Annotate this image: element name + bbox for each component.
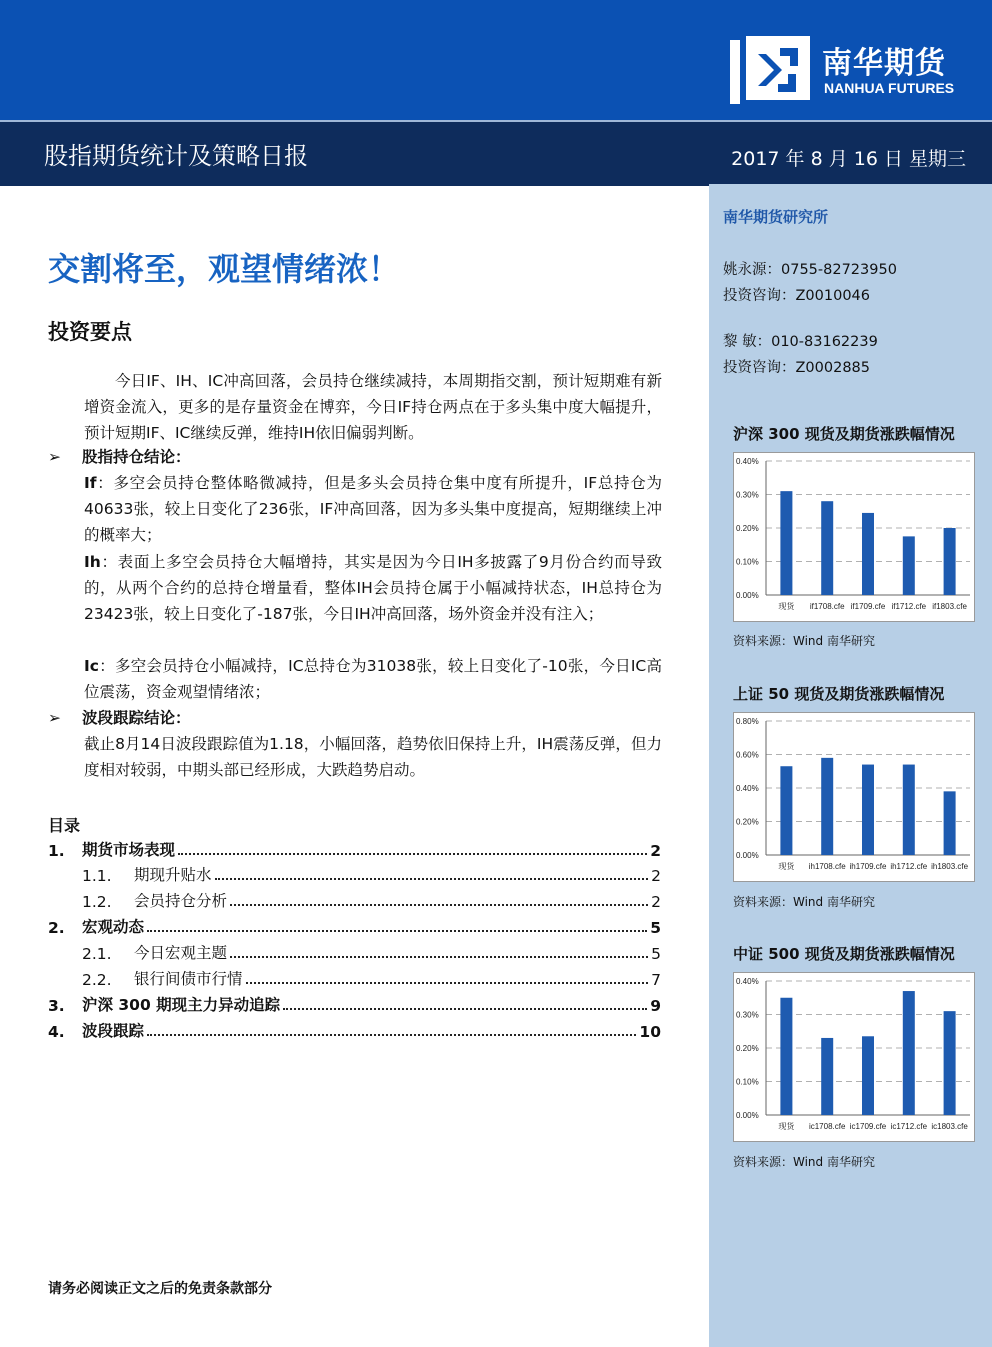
bullet-wave [48,706,191,728]
toc-num: 2.2. [82,971,112,989]
toc-item[interactable] [48,838,661,860]
chart-hs300 [733,452,975,622]
arrow-bullet-icon: ➢ [48,448,61,466]
arrow-bullet-icon: ➢ [48,709,61,727]
brand-logo [728,34,978,106]
y-tick-label: 0.10% [736,557,759,567]
bar [821,758,833,855]
y-tick-label: 0.20% [736,524,759,533]
toc-item[interactable] [48,941,661,963]
toc-label: 波段跟踪 [82,1022,145,1040]
toc-label: 会员持仓分析 [134,892,228,910]
bar [780,491,792,595]
toc-label: 银行间债市行情 [134,970,243,988]
toc-num: 1.2. [82,893,112,911]
toc-label: 宏观动态 [82,918,145,936]
chart-sz50-source: 资料来源：Wind 南华研究 [733,895,875,909]
toc-leader [283,1008,647,1010]
if-paragraph [84,470,662,548]
y-tick-label: 0.30% [736,490,759,500]
analyst1-contact: 姚永源：0755-82723950 [723,262,897,278]
chart-hs300-svg [734,453,974,621]
bar [944,528,956,595]
bar [862,765,874,855]
brand-name-cn: 南华期货 [822,46,946,81]
x-tick-label: 现货 [778,1122,795,1131]
x-tick-label: if1712.cfe [891,602,927,611]
nanhua-logo-icon [728,34,814,106]
x-tick-label: ic1712.cfe [890,1122,928,1131]
wave-paragraph: 截止8月14日波段跟踪值为1.18，小幅回落，趋势依旧保持上升，IH震荡反弹，但力度相对较弱，中期头部已经形成，大跌趋势启动。 [84,735,662,779]
chart-sz50-svg [734,713,974,881]
toc-page: 7 [651,971,661,989]
x-tick-label: ic1709.cfe [849,1122,887,1131]
if-text: ：多空会员持仓整体略微减持，但是多头会员持仓集中度有所提升，IF总持仓为40633张，较上日变化了236张，IF冲高回落，因为多头集中度提高，短期继续上冲的概率大； [84,474,662,544]
y-tick-label: 0.20% [736,1044,759,1053]
toc-leader [246,982,649,984]
bar [862,1036,874,1115]
toc-item[interactable] [48,863,661,885]
toc-page: 2 [651,867,661,885]
toc-label: 期货市场表现 [82,841,176,859]
x-tick-label: ih1803.cfe [931,862,969,871]
headline: 交割将至，观望情绪浓！ [48,250,401,288]
chart-hs300-source: 资料来源：Wind 南华研究 [733,634,875,648]
analyst1-cert: 投资咨询：Z0010046 [723,288,871,304]
y-tick-label: 0.00% [736,851,759,860]
x-tick-label: 现货 [778,602,795,611]
toc-num: 2.1. [82,945,112,963]
analyst2-cert: 投资咨询：Z0002885 [723,360,871,376]
y-tick-label: 0.40% [736,977,759,986]
toc-item[interactable] [48,967,661,989]
bar [944,1011,956,1115]
toc-page: 10 [639,1023,661,1041]
toc-leader [230,904,648,906]
bar [862,513,874,595]
y-tick-label: 0.40% [736,784,759,793]
ih-label: Ih [84,553,101,571]
bar [903,765,915,855]
x-tick-label: ic1708.cfe [808,1122,846,1131]
toc-page: 9 [650,997,661,1015]
toc-num: 1. [48,842,65,860]
ic-text: ：多空会员持仓小幅减持，IC总持仓为31038张，较上日变化了-10张，今日IC高位震荡，资金观望情绪浓； [84,657,662,701]
toc-title: 目录 [48,816,81,835]
x-tick-label: ih1709.cfe [849,862,887,871]
bar [821,501,833,595]
bar [821,1038,833,1115]
toc-leader [147,930,647,932]
x-tick-label: ih1712.cfe [890,862,928,871]
y-tick-label: 0.80% [736,717,759,726]
x-tick-label: ic1803.cfe [931,1122,968,1131]
toc-item[interactable] [48,1019,661,1041]
bullet-wave-label: 波段跟踪结论： [82,709,191,727]
toc-label: 今日宏观主题 [134,944,228,962]
toc-page: 5 [650,919,661,937]
bar [944,791,956,855]
toc-item[interactable] [48,993,661,1015]
x-tick-label: ih1708.cfe [808,862,846,871]
toc-leader [230,956,648,958]
ic-label: Ic [84,657,99,675]
chart-hs300-title: 沪深 300 现货及期货涨跌幅情况 [733,425,955,443]
ih-paragraph [84,549,662,627]
toc-num: 4. [48,1023,65,1041]
toc-page: 2 [651,893,661,911]
bullet-position [48,445,191,467]
brand-name-en: NANHUA FUTURES [824,80,955,96]
y-tick-label: 0.30% [736,1010,759,1020]
chart-zz500-svg [734,973,974,1141]
toc-label: 沪深 300 期现主力异动追踪 [82,996,281,1014]
bar [780,766,792,855]
y-tick-label: 0.00% [736,1111,759,1120]
toc-leader [147,1034,636,1036]
x-tick-label: 现货 [778,862,795,871]
ic-paragraph [84,653,662,705]
chart-zz500-source: 资料来源：Wind 南华研究 [733,1155,875,1169]
toc-item[interactable] [48,889,661,911]
x-tick-label: if1708.cfe [809,602,845,611]
x-tick-label: if1709.cfe [850,602,886,611]
chart-zz500-title: 中证 500 现货及期货涨跌幅情况 [733,945,955,963]
toc-num: 2. [48,919,65,937]
x-tick-label: if1803.cfe [932,602,967,611]
intro-paragraph: 今日IF、IH、IC冲高回落，会员持仓继续减持，本周期指交割，预计短期难有新增资金流入，更多的是存量资金在博弈，今日IF持仓两点在于多头集中度大幅提升，预计短期IF、IC继续反弹，维持IH依旧偏弱判断。 [84,372,662,442]
y-tick-label: 0.20% [736,817,759,827]
bar [780,998,792,1115]
y-tick-label: 0.40% [736,457,759,466]
analyst2-contact: 黎 敏：010-83162239 [723,334,878,350]
toc-page: 2 [650,842,661,860]
disclaimer-note: 请务必阅读正文之后的免责条款部分 [48,1281,272,1297]
if-label: If [84,474,97,492]
bar [903,991,915,1115]
toc-leader [215,878,649,880]
toc-item[interactable] [48,915,661,937]
report-date: 2017 年 8 月 16 日 星期三 [731,148,966,170]
toc-leader [178,853,647,855]
section-title: 投资要点 [48,320,132,344]
ih-text: ：表面上多空会员持仓大幅增持，其实是因为今日IH多披露了9月份合约而导致的，从两个合约的总持仓增量看，整体IH会员持仓属于小幅减持状态，IH总持仓为23423张，较上日变化了-187张，今日IH冲高回落，场外资金并没有注入； [84,553,662,623]
toc-num: 1.1. [82,867,112,885]
bar [903,536,915,595]
y-tick-label: 0.00% [736,591,759,600]
y-tick-label: 0.10% [736,1077,759,1087]
report-name: 股指期货统计及策略日报 [44,142,308,170]
toc-num: 3. [48,997,65,1015]
institute-name: 南华期货研究所 [723,208,829,226]
y-tick-label: 0.60% [736,750,759,760]
toc-label: 期现升贴水 [134,866,212,884]
chart-zz500 [733,972,975,1142]
chart-sz50-title: 上证 50 现货及期货涨跌幅情况 [733,685,945,703]
bullet-position-label: 股指持仓结论： [82,448,191,466]
chart-sz50 [733,712,975,882]
toc-page: 5 [651,945,661,963]
